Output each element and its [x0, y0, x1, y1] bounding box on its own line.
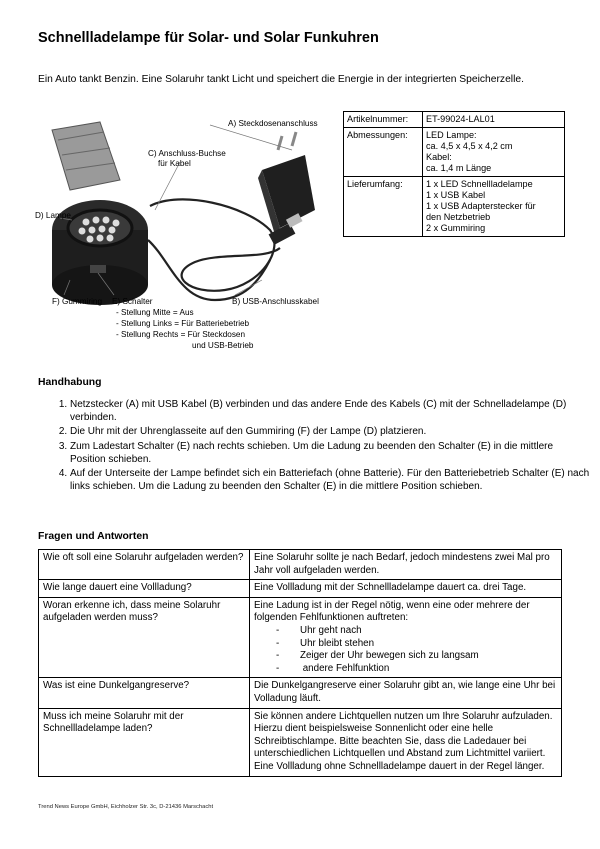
spec-row-article — [344, 112, 565, 128]
spec-line: den Netzbetrieb — [426, 212, 491, 222]
label-e: E) Schalter — [112, 297, 153, 306]
list-item: - Zeiger der Uhr bewegen sich zu langsam — [276, 650, 557, 663]
faq-answer — [250, 597, 562, 678]
faq-answer: Eine Vollladung mit der Schnellladelampe dauert ca. drei Tage. — [250, 580, 562, 598]
footer-address: Trend News Europe GmbH, Eichholzer Str. 3c, D-21436 Marschacht — [38, 804, 214, 810]
label-f: F) Gummiring — [52, 297, 103, 306]
switch — [90, 265, 106, 273]
spec-key: Artikelnummer: — [344, 112, 423, 128]
list-item: - andere Fehlfunktion — [276, 663, 557, 676]
spec-key: Abmessungen: — [344, 128, 423, 177]
handhabung-steps — [38, 398, 590, 494]
spec-line: LED Lampe: — [426, 130, 477, 140]
label-c: C) Anschluss-Buchse — [148, 149, 226, 158]
faq-question: Was ist eine Dunkelgangreserve? — [39, 678, 250, 708]
label-c-line2: für Kabel — [158, 159, 191, 168]
spec-table — [343, 111, 565, 237]
spec-line: ca. 1,4 m Länge — [426, 163, 492, 173]
product-figure — [30, 110, 340, 360]
faq-answer: Eine Solaruhr sollte je nach Bedarf, jedoch mindestens zwei Mal pro Jahr voll aufgeladen werden. — [250, 550, 562, 580]
faq-row — [39, 580, 562, 598]
step-item: 2. Die Uhr mit der Uhrenglasseite auf den Gummiring (F) der Lampe (D) platzieren. — [70, 425, 590, 438]
spec-value — [423, 177, 565, 237]
label-e-mid: - Stellung Mitte = Aus — [116, 308, 194, 317]
label-e-right: - Stellung Rechts = Für Steckdosen — [116, 330, 246, 339]
spec-line: Kabel: — [426, 152, 452, 162]
faq-answer: Die Dunkelgangreserve einer Solaruhr gibt an, wie lange eine Uhr bei Volladung läuft. — [250, 678, 562, 708]
faq-row — [39, 708, 562, 776]
label-e-left: - Stellung Links = Für Batteriebetrieb — [116, 319, 250, 328]
spec-line: 1 x LED Schnellladelampe — [426, 179, 533, 189]
spec-value — [423, 128, 565, 177]
label-d: D) Lampe — [35, 211, 71, 220]
spec-value: ET-99024-LAL01 — [423, 112, 565, 128]
intro-text: Ein Auto tankt Benzin. Eine Solaruhr tankt Licht und speichert die Energie in der integrierten Speicherzelle. — [38, 74, 524, 85]
faq-row — [39, 678, 562, 708]
label-a: A) Steckdosenanschluss — [228, 119, 318, 128]
spec-line: 1 x USB Adapterstecker für — [426, 201, 536, 211]
step-item: 1. Netzstecker (A) mit USB Kabel (B) verbinden und das andere Ende des Kabels (C) mit der Schnelladelampe (D) verbinden. — [70, 398, 590, 424]
step-item: 3. Zum Ladestart Schalter (E) nach rechts schieben. Um die Ladung zu beenden den Schalter (E) in die mittlere Position schieben. — [70, 440, 590, 466]
faq-question: Wie oft soll eine Solaruhr aufgeladen werden? — [39, 550, 250, 580]
faq-answer: Sie können andere Lichtquellen nutzen um Ihre Solaruhr aufzuladen. Hierzu dient beispielsweise Sonnenlicht oder eine helle Schreibtischlampe. Bitte beachten Sie, dass die Ladedauer bei unterschiedlichen Lichtquellen und Abstand zum Lichtmittel variiert. Eine Vollladung ohne Schnellladelampe dauert in der Regel länger. — [250, 708, 562, 776]
faq-question: Woran erkenne ich, dass meine Solaruhr aufgeladen werden muss? — [39, 597, 250, 678]
faq-row — [39, 550, 562, 580]
spec-line: 2 x Gummiring — [426, 223, 486, 233]
faq-question: Wie lange dauert eine Vollladung? — [39, 580, 250, 598]
faq-table — [38, 549, 562, 777]
list-item: - Uhr geht nach — [276, 625, 557, 638]
faq-heading: Fragen und Antworten — [38, 531, 149, 542]
spec-key: Lieferumfang: — [344, 177, 423, 237]
malfunction-list — [254, 625, 557, 675]
spec-row-dimensions — [344, 128, 565, 177]
label-b: B) USB-Anschlusskabel — [232, 297, 319, 306]
faq-row — [39, 597, 562, 678]
document-title: Schnellladelampe für Solar- und Solar Funkuhren — [38, 30, 379, 46]
step-item: 4. Auf der Unterseite der Lampe befindet sich ein Batteriefach (ohne Batterie). Für den Batteriebetrieb Schalter (E) nach links schieben. Um die Ladung zu beenden den Schalter (E) in die mittlere Position schieben. — [70, 467, 590, 493]
handhabung-heading: Handhabung — [38, 377, 102, 388]
spec-line: ca. 4,5 x 4,5 x 4,2 cm — [426, 141, 513, 151]
list-item: - Uhr bleibt stehen — [276, 638, 557, 651]
label-e-right-line2: und USB-Betrieb — [192, 341, 254, 350]
spec-line: 1 x USB Kabel — [426, 190, 486, 200]
watch-band — [52, 122, 120, 190]
spec-row-scope — [344, 177, 565, 237]
faq-question: Muss ich meine Solaruhr mit der Schnellladelampe laden? — [39, 708, 250, 776]
faq-answer-text: Eine Ladung ist in der Regel nötig, wenn eine oder mehrere der folgenden Fehlfunktionen auftreten: — [254, 599, 530, 624]
